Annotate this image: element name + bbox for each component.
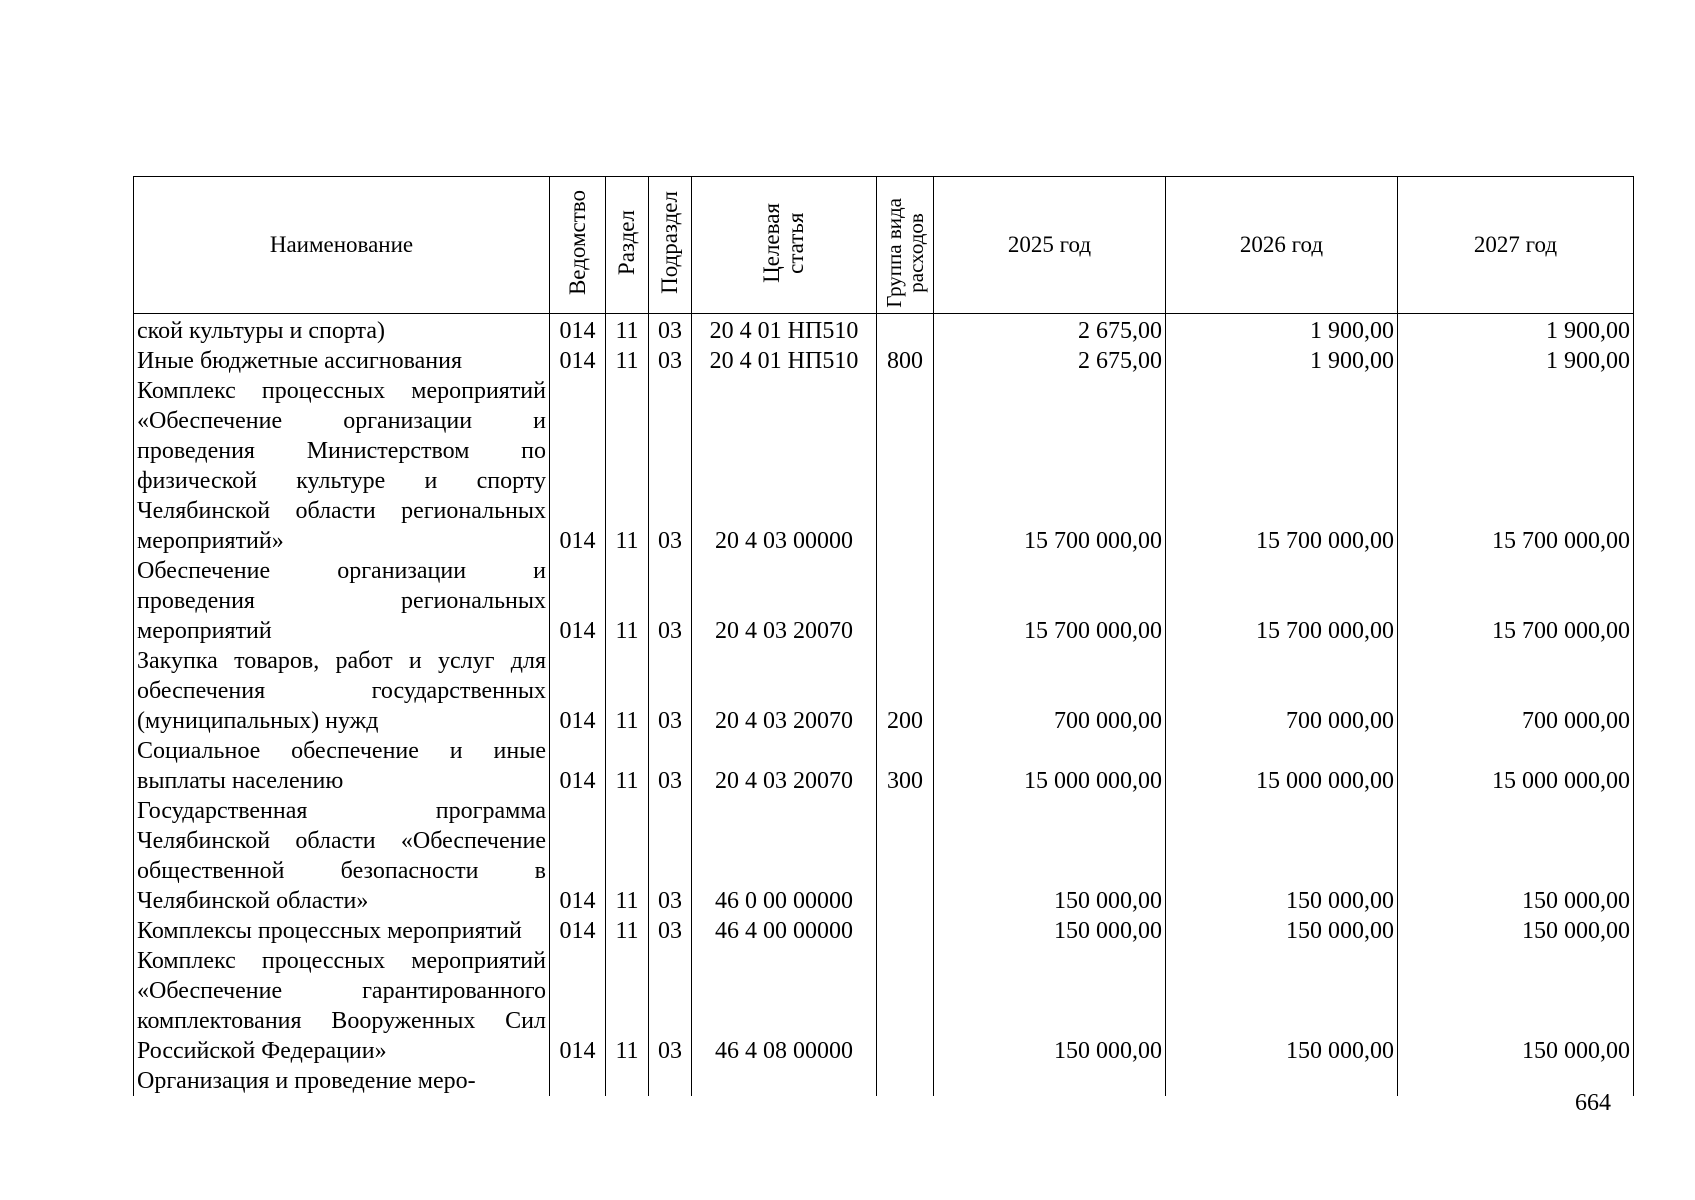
table-row	[134, 736, 1634, 796]
row-name: ской культуры и спорта)	[134, 314, 550, 347]
header-celevaya-statya: Целевая статья	[692, 177, 877, 314]
row-name: Комплексы процессных мероприятий	[134, 916, 550, 946]
row-gruppa-vida-rashodov: 200	[877, 646, 934, 736]
row-celevaya-statya: 20 4 03 00000	[692, 376, 877, 556]
row-podrazdel	[649, 1066, 692, 1096]
table-row	[134, 946, 1634, 1066]
row-vedomstvo: 014	[550, 916, 606, 946]
row-podrazdel: 03	[649, 314, 692, 347]
row-amount-2026: 150 000,00	[1166, 796, 1398, 916]
budget-table	[133, 176, 1634, 1096]
header-vedomstvo: Ведомство	[550, 177, 606, 314]
row-podrazdel: 03	[649, 916, 692, 946]
row-celevaya-statya: 20 4 01 НП510	[692, 314, 877, 347]
row-amount-2026: 15 700 000,00	[1166, 376, 1398, 556]
table-row	[134, 346, 1634, 376]
row-amount-2027: 1 900,00	[1398, 346, 1634, 376]
header-year-2027: 2027 год	[1398, 177, 1634, 314]
row-podrazdel: 03	[649, 556, 692, 646]
row-vedomstvo: 014	[550, 646, 606, 736]
row-razdel: 11	[606, 346, 649, 376]
table-row	[134, 314, 1634, 347]
row-celevaya-statya: 20 4 01 НП510	[692, 346, 877, 376]
row-podrazdel: 03	[649, 346, 692, 376]
header-razdel: Раздел	[606, 177, 649, 314]
row-razdel: 11	[606, 314, 649, 347]
row-gruppa-vida-rashodov	[877, 314, 934, 347]
row-amount-2025: 150 000,00	[934, 796, 1166, 916]
row-amount-2026: 15 000 000,00	[1166, 736, 1398, 796]
row-gruppa-vida-rashodov	[877, 916, 934, 946]
row-amount-2025: 2 675,00	[934, 346, 1166, 376]
row-razdel: 11	[606, 946, 649, 1066]
row-gruppa-vida-rashodov	[877, 946, 934, 1066]
row-name: Комплекс процессных мероприятий «Обеспечение гарантированного комплектования Вооруженных Сил Российской Федерации»	[134, 946, 550, 1066]
row-amount-2026: 15 700 000,00	[1166, 556, 1398, 646]
row-gruppa-vida-rashodov	[877, 796, 934, 916]
row-amount-2027: 15 700 000,00	[1398, 556, 1634, 646]
row-razdel: 11	[606, 556, 649, 646]
row-vedomstvo: 014	[550, 376, 606, 556]
row-razdel: 11	[606, 736, 649, 796]
row-amount-2027: 15 000 000,00	[1398, 736, 1634, 796]
row-celevaya-statya	[692, 1066, 877, 1096]
table-row	[134, 646, 1634, 736]
row-vedomstvo: 014	[550, 796, 606, 916]
row-podrazdel: 03	[649, 796, 692, 916]
table-row	[134, 1066, 1634, 1096]
row-celevaya-statya: 20 4 03 20070	[692, 736, 877, 796]
row-amount-2026: 1 900,00	[1166, 346, 1398, 376]
row-name: Закупка товаров, работ и услуг для обеспечения государственных (муниципальных) нужд	[134, 646, 550, 736]
table-header-row	[134, 177, 1634, 314]
row-celevaya-statya: 46 4 08 00000	[692, 946, 877, 1066]
header-year-2025: 2025 год	[934, 177, 1166, 314]
row-podrazdel: 03	[649, 646, 692, 736]
row-amount-2025: 150 000,00	[934, 916, 1166, 946]
row-vedomstvo: 014	[550, 556, 606, 646]
row-amount-2025: 15 700 000,00	[934, 556, 1166, 646]
row-amount-2027: 150 000,00	[1398, 916, 1634, 946]
row-gruppa-vida-rashodov: 800	[877, 346, 934, 376]
row-razdel: 11	[606, 796, 649, 916]
row-amount-2026: 150 000,00	[1166, 916, 1398, 946]
row-amount-2025	[934, 1066, 1166, 1096]
row-name: Иные бюджетные ассигнования	[134, 346, 550, 376]
header-podrazdel: Подраздел	[649, 177, 692, 314]
row-podrazdel: 03	[649, 376, 692, 556]
row-vedomstvo: 014	[550, 314, 606, 347]
row-celevaya-statya: 46 0 00 00000	[692, 796, 877, 916]
header-name: Наименование	[134, 177, 550, 314]
header-gruppa-vida-rashodov: Группа вида расходов	[877, 177, 934, 314]
row-gruppa-vida-rashodov	[877, 1066, 934, 1096]
row-vedomstvo	[550, 1066, 606, 1096]
row-podrazdel: 03	[649, 736, 692, 796]
table-row	[134, 796, 1634, 916]
header-year-2026: 2026 год	[1166, 177, 1398, 314]
table-row	[134, 376, 1634, 556]
table-row	[134, 916, 1634, 946]
row-razdel: 11	[606, 646, 649, 736]
row-vedomstvo: 014	[550, 946, 606, 1066]
row-amount-2025: 2 675,00	[934, 314, 1166, 347]
row-celevaya-statya: 20 4 03 20070	[692, 646, 877, 736]
row-razdel: 11	[606, 916, 649, 946]
row-amount-2027: 700 000,00	[1398, 646, 1634, 736]
row-amount-2027: 15 700 000,00	[1398, 376, 1634, 556]
row-gruppa-vida-rashodov	[877, 556, 934, 646]
row-razdel: 11	[606, 376, 649, 556]
row-amount-2025: 700 000,00	[934, 646, 1166, 736]
row-gruppa-vida-rashodov: 300	[877, 736, 934, 796]
row-amount-2027: 150 000,00	[1398, 946, 1634, 1066]
page-number: 664	[1575, 1090, 1611, 1116]
row-amount-2026: 700 000,00	[1166, 646, 1398, 736]
row-gruppa-vida-rashodov	[877, 376, 934, 556]
row-name: Комплекс процессных мероприятий «Обеспечение организации и проведения Министерством по физической культуре и спорту Челябинской области региональных мероприятий»	[134, 376, 550, 556]
table-row	[134, 556, 1634, 646]
row-name: Организация и проведение меро-	[134, 1066, 550, 1096]
row-celevaya-statya: 46 4 00 00000	[692, 916, 877, 946]
row-podrazdel: 03	[649, 946, 692, 1066]
row-amount-2026	[1166, 1066, 1398, 1096]
row-razdel	[606, 1066, 649, 1096]
row-amount-2025: 15 700 000,00	[934, 376, 1166, 556]
row-name: Государственная программа Челябинской области «Обеспечение общественной безопасности в Челябинской области»	[134, 796, 550, 916]
row-vedomstvo: 014	[550, 736, 606, 796]
row-amount-2026: 1 900,00	[1166, 314, 1398, 347]
row-celevaya-statya: 20 4 03 20070	[692, 556, 877, 646]
row-name: Обеспечение организации и проведения региональных мероприятий	[134, 556, 550, 646]
row-vedomstvo: 014	[550, 346, 606, 376]
row-amount-2026: 150 000,00	[1166, 946, 1398, 1066]
row-amount-2025: 150 000,00	[934, 946, 1166, 1066]
row-name: Социальное обеспечение и иные выплаты населению	[134, 736, 550, 796]
row-amount-2027: 150 000,00	[1398, 796, 1634, 916]
row-amount-2025: 15 000 000,00	[934, 736, 1166, 796]
row-amount-2027: 1 900,00	[1398, 314, 1634, 347]
